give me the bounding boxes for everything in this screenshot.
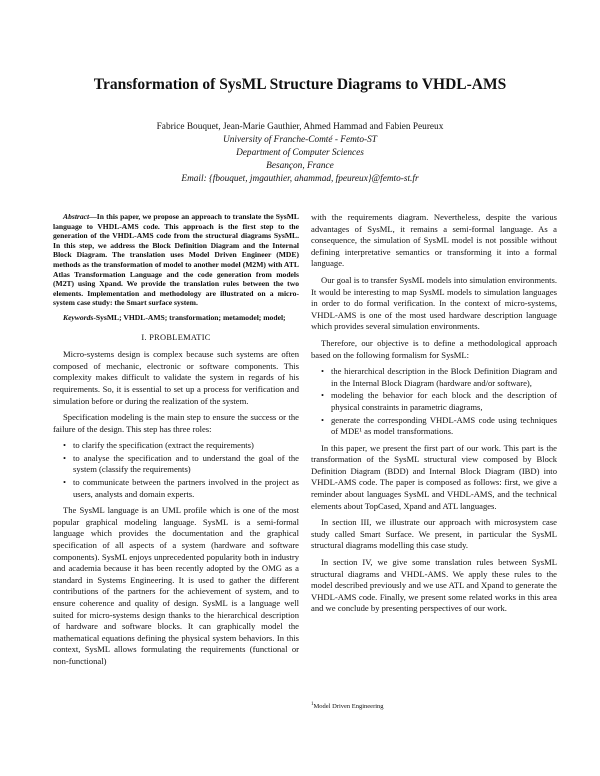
paragraph: In section IV, we give some translation rules between SysML structural diagrams and VHDL-AMS. We apply these rules to the model described previously and we use ATL and Xpand to generate the VHDL-AMS code. Finally, we present some related works in this area and we conclude by presenting perspectives of our work. [311, 557, 557, 614]
list-item: • the hierarchical description in the Block Definition Diagram and in the Internal Block Diagram (hardware and/or software), [331, 366, 557, 389]
keywords-text: -SysML; VHDL-AMS; transformation; metamodel; model; [93, 312, 286, 322]
abstract-label: Abstract [63, 212, 90, 221]
paragraph: Specification modeling is the main step to ensure the success or the failure of the design. This step has three roles: [53, 412, 299, 434]
roles-list [53, 440, 299, 500]
paragraph: In this paper, we present the first part of our work. This part is the transformation of the SysML structural view composed by Block Definition Diagram (BDD) and Internal Block Diagram (IBD) into VHDL-AMS code. The paper is composed as follows: first, we give a reminder about languages SysML and VHDL-AMS, and the technical elements about TopCased, Xpand and ATL languages. [311, 442, 557, 511]
location: Besançon, France [266, 161, 334, 171]
abstract-text: —In this paper, we propose an approach to translate the SysML language to VHDL-AMS code. This approach is the first step to the generation of the VHDL-AMS code from the structural diagrams SysML. In this step, we address the Block Definition Diagram and the Internal Block Diagram. The translation uses Model Driven Engineer (MDE) methods as the transformation of model to another model (M2M) with ATL Atlas Transformation Language and the code generation from models (M2T) using Xpand. We provide the translation rules between the two elements. Implementation and methodology are illustrated on a micro-system case study: the Smart surface system. [53, 212, 299, 308]
section-heading: I. PROBLEMATIC [141, 332, 211, 342]
list-item: • to communicate between the partners involved in the project as users, analysts and domain experts. [73, 477, 299, 500]
list-item: • generate the corresponding VHDL-AMS code using techniques of MDE¹ as model transformations. [331, 415, 557, 438]
abstract [53, 212, 299, 308]
footnote-text: Model Driven Engineering [313, 703, 384, 711]
author-block [0, 121, 600, 186]
paper-title: Transformation of SysML Structure Diagrams to VHDL-AMS [93, 76, 507, 93]
right-column [311, 212, 557, 620]
keywords [53, 313, 299, 323]
list-item: • to clarify the specification (extract the requirements) [73, 440, 299, 452]
paragraph: The SysML language is an UML profile which is one of the most popular graphical modeling language. SysML is a semi-formal language which provides the documentation and the graphical specification of all aspects of a system (hardware and software components). SysML enjoys unprecedented popularity both in industry and academia because it has been recently adopted by the OMG as a standard in Systems Engineering. It is used to gather the different contributions of the partners for the achievement of system, and to ensure coherence and quality of design. SysML is a language well suited for micro-systems design thanks to the hierarchical description of hardware and software blocks. It can graphically model the mathematical equations defining the physical system behaviors. In this context, SysML allows formulating the requirements (functional or non-functional) [53, 505, 299, 666]
keywords-label: Keywords [63, 312, 94, 322]
paragraph: Our goal is to transfer SysML models into simulation environments. It would be interesting to map SysML models to simulation languages in order to do formal verification. In the context of micro-systems, VHDL-AMS is one of the most used hardware description language which provides several simulation environments. [311, 274, 557, 332]
footnote [311, 702, 557, 710]
affiliation: University of Franche-Comté - Femto-ST [223, 135, 377, 145]
footnote-mark: 1 [311, 702, 314, 707]
paragraph: In section III, we illustrate our approach with microsystem case study called Smart Surface. We present, in particular the SysML structural diagrams modelling this case study. [311, 517, 557, 551]
left-column [53, 212, 299, 673]
paragraph: with the requirements diagram. Nevertheless, despite the various advantages of SysML, it remains a semi-formal language. As a consequence, the simulation of SysML model is not possible without defining interpretative semantics or transforming it into a formal language. [311, 212, 557, 269]
list-item: • modeling the behavior for each block and the description of physical constraints in parametric diagrams, [331, 390, 557, 413]
paragraph: Micro-systems design is complex because such systems are often composed of mechanic, electronic or software components. This complexity makes difficult to validate the system in regards of his requirements. So, it is essential to set up a process for verification and simulation before or during the realization of the system. [53, 349, 299, 406]
department: Department of Computer Sciences [236, 148, 364, 158]
authors: Fabrice Bouquet, Jean-Marie Gauthier, Ahmed Hammad and Fabien Peureux [156, 122, 444, 132]
list-item: • to analyse the specification and to understand the goal of the system (classify the requirements) [73, 453, 299, 476]
email: Email: {fbouquet, jmgauthier, ahammad, fpeureux}@femto-st.fr [181, 174, 419, 184]
approach-list [311, 366, 557, 438]
paragraph: Therefore, our objective is to define a methodological approach based on the following formalism for SysML: [311, 337, 557, 360]
